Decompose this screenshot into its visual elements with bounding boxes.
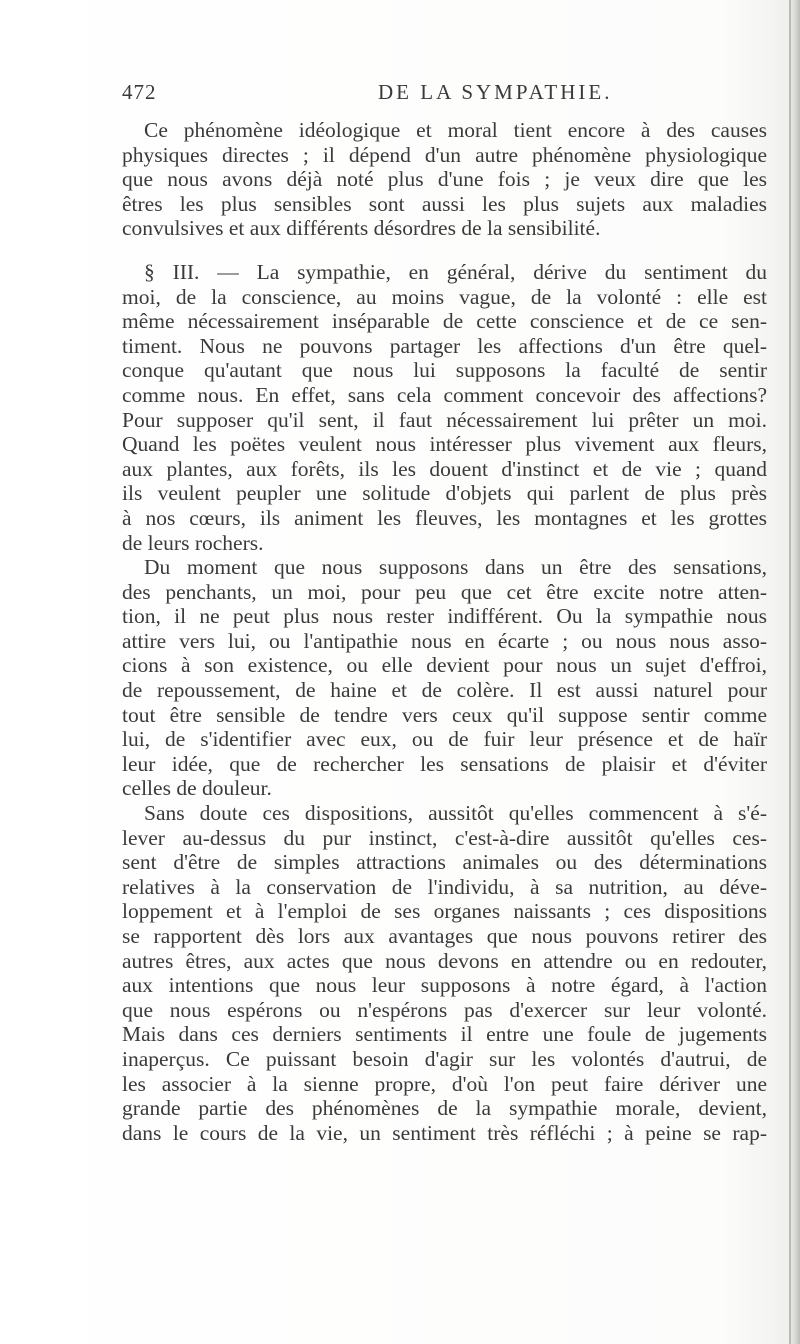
text-line: se rapportent dès lors aux avantages que nous pouvons retirer des (122, 924, 767, 948)
text-line: aux plantes, aux forêts, ils les douent d'instinct et de vie ; quand (122, 456, 767, 481)
text-line: dans le cours de la vie, un sentiment très réfléchi ; à peine se rap- (122, 1120, 767, 1145)
body-text (122, 118, 767, 1145)
text-line: grande partie des phénomènes de la sympathie morale, devient, (122, 1096, 767, 1121)
text-line: relatives à la conservation de l'individu, à sa nutrition, au déve- (122, 874, 767, 899)
text-line: inaperçus. Ce puissant besoin d'agir sur les volontés d'autrui, de (122, 1046, 767, 1071)
text-line: Ce phénomène idéologique et moral tient encore à des causes (144, 118, 767, 142)
text-line: Quand les poëtes veulent nous intéresser plus vivement aux fleurs, (122, 432, 767, 457)
text-line: êtres les plus sensibles sont aussi les plus sujets aux maladies (122, 191, 767, 216)
text-line: moi, de la conscience, au moins vague, de la volonté : elle est (122, 284, 767, 309)
text-line: Du moment que nous supposons dans un être des sensations, (144, 555, 767, 580)
running-title: DE LA SYMPATHIE. (378, 80, 613, 104)
text-line: conque qu'autant que nous lui supposons la faculté de sentir (122, 358, 767, 383)
paragraph-gap (122, 241, 767, 260)
text-line: lui, de s'identifier avec eux, ou de fuir leur présence et de haïr (122, 727, 767, 752)
text-line: que nous espérons ou n'espérons pas d'exercer sur leur volonté. (122, 997, 767, 1022)
text-line: que nous avons déjà noté plus d'une fois ; je veux dire que les (122, 167, 767, 192)
text-line: de leurs rochers. (122, 530, 264, 555)
text-line: Pour supposer qu'il sent, il faut nécessairement lui prêter un moi. (122, 407, 767, 432)
text-line: ils veulent peupler une solitude d'objets qui parlent de plus près (122, 481, 767, 506)
text-line: même nécessairement inséparable de cette conscience et de ce sen- (122, 309, 767, 334)
text-line: des penchants, un moi, pour peu que cet être excite notre atten- (122, 579, 767, 604)
text-line: tion, il ne peut plus nous rester indifférent. Ou la sympathie nous (122, 604, 767, 629)
page-number: 472 (122, 80, 157, 104)
text-line: cions à son existence, ou elle devient pour nous un sujet d'effroi, (122, 653, 767, 678)
text-line: loppement et à l'emploi de ses organes naissants ; ces dispositions (122, 899, 767, 924)
text-line: attire vers lui, ou l'antipathie nous en écarte ; ou nous nous asso- (122, 628, 767, 653)
text-line: autres êtres, aux actes que nous devons en attendre ou en redouter, (122, 948, 767, 973)
text-line: comme nous. En effet, sans cela comment concevoir des affections? (122, 382, 767, 407)
text-line: lever au-dessus du pur instinct, c'est-à-dire aussitôt qu'elles ces- (122, 825, 767, 850)
text-line: physiques directes ; il dépend d'un autre phénomène physiologique (122, 142, 767, 167)
section-heading-line: § III. — La sympathie, en général, dérive du sentiment du (144, 259, 767, 284)
text-line: convulsives et aux différents désordres de la sensibilité. (122, 216, 601, 241)
text-line: sent d'être de simples attractions animales ou des déterminations (122, 850, 767, 875)
text-line: de repoussement, de haine et de colère. Il est aussi naturel pour (122, 678, 767, 703)
text-line: tout être sensible de tendre vers ceux qu'il suppose sentir comme (122, 702, 767, 727)
page-header (122, 80, 782, 112)
text-line: timent. Nous ne pouvons partager les affections d'un être quel- (122, 333, 767, 358)
text-line: leur idée, que de rechercher les sensations de plaisir et d'éviter (122, 751, 767, 776)
text-line: Sans doute ces dispositions, aussitôt qu'elles commencent à s'é- (144, 801, 767, 826)
text-line: les associer à la sienne propre, d'où l'on peut faire dériver une (122, 1071, 767, 1096)
text-line: celles de douleur. (122, 776, 272, 801)
text-line: à nos cœurs, ils animent les fleuves, les montagnes et les grottes (122, 505, 767, 530)
text-line: Mais dans ces derniers sentiments il entre une foule de jugements (122, 1022, 767, 1047)
text-line: aux intentions que nous leur supposons à notre égard, à l'action (122, 973, 767, 998)
page-edge-line (789, 0, 791, 1344)
